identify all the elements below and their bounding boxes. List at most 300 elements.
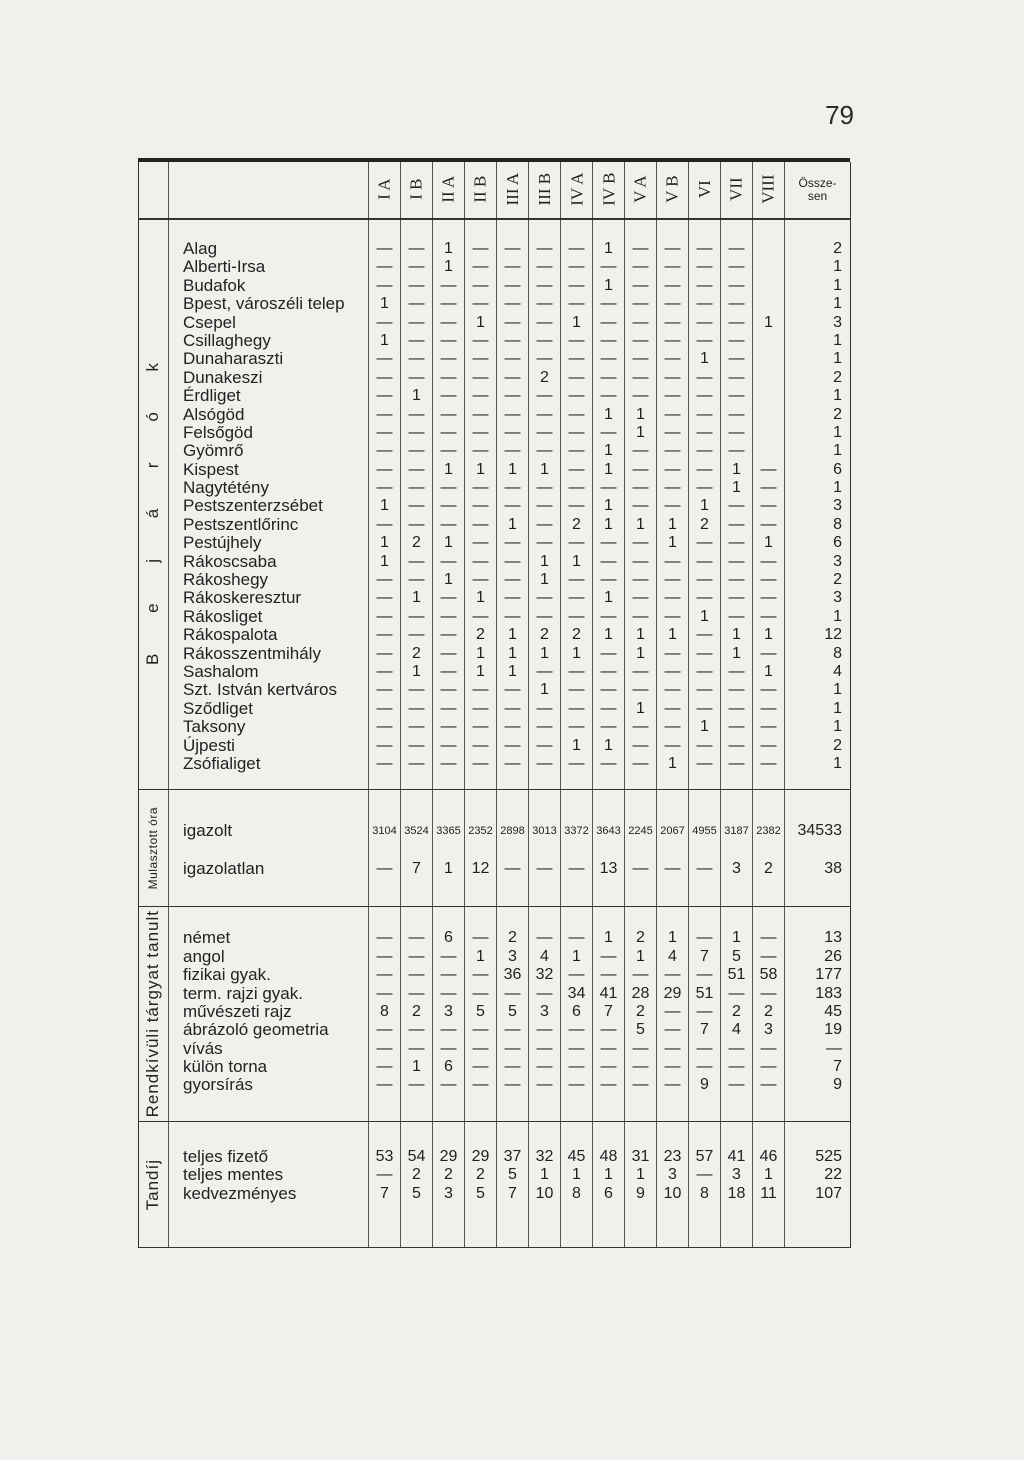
table-cell: — xyxy=(632,1058,649,1076)
column-header xyxy=(721,162,753,219)
table-cell: — xyxy=(696,368,713,386)
table-cell: — xyxy=(440,387,457,405)
column-values xyxy=(465,219,497,790)
table-cell: — xyxy=(440,644,457,662)
table-cell: — xyxy=(440,552,457,570)
table-cell: 58 xyxy=(759,966,778,984)
table-cell: — xyxy=(632,368,649,386)
table-cell: — xyxy=(728,497,745,515)
table-cell: — xyxy=(760,1076,777,1094)
table-cell: — xyxy=(376,460,393,478)
table-cell: 1 xyxy=(444,534,453,552)
column-values xyxy=(433,219,465,790)
table-cell: — xyxy=(632,258,649,276)
table-cell: — xyxy=(440,368,457,386)
table-cell: 1 xyxy=(476,460,485,478)
table-cell: — xyxy=(408,479,425,497)
row-name: művészeti rajz xyxy=(183,1001,292,1021)
row-name: Pestszenterzsébet xyxy=(183,496,323,516)
column-values xyxy=(657,907,689,1122)
table-cell: — xyxy=(664,479,681,497)
table-cell: — xyxy=(696,754,713,772)
table-cell: — xyxy=(632,276,649,294)
table-cell: — xyxy=(440,626,457,644)
table-cell: — xyxy=(632,387,649,405)
table-cell: — xyxy=(760,929,777,947)
table-cell: — xyxy=(728,662,745,680)
table-cell: — xyxy=(408,1021,425,1039)
table-cell: 1 xyxy=(508,515,517,533)
table-cell: — xyxy=(696,276,713,294)
table-cell: 1 xyxy=(764,534,773,552)
row-name: Nagytétény xyxy=(183,478,269,498)
row-total: 8 xyxy=(833,515,842,533)
table-cell xyxy=(753,406,784,424)
table-cell: 1 xyxy=(444,571,453,589)
table-cell: — xyxy=(696,534,713,552)
column-values xyxy=(401,219,433,790)
table-cell: — xyxy=(664,1058,681,1076)
table-cell: — xyxy=(440,350,457,368)
table-cell: — xyxy=(568,860,585,878)
table-cell: — xyxy=(376,681,393,699)
table-cell: — xyxy=(728,552,745,570)
table-cell: 1 xyxy=(700,497,709,515)
column-header xyxy=(433,162,465,219)
table-cell: 1 xyxy=(572,736,581,754)
table-cell: — xyxy=(664,644,681,662)
table-cell: — xyxy=(600,331,617,349)
table-cell: — xyxy=(408,929,425,947)
table-cell: — xyxy=(536,607,553,625)
table-cell: — xyxy=(504,258,521,276)
table-cell: — xyxy=(440,405,457,423)
table-cell: — xyxy=(504,589,521,607)
table-cell: 2898 xyxy=(500,825,525,838)
table-cell: — xyxy=(728,331,745,349)
table-cell: — xyxy=(632,736,649,754)
table-cell: 5 xyxy=(508,1002,517,1020)
table-cell: — xyxy=(696,258,713,276)
section-label: Tandíj xyxy=(143,1158,163,1211)
column-values xyxy=(529,219,561,790)
section-side-label xyxy=(139,907,169,1122)
column-header-label: V A xyxy=(630,175,650,204)
table-cell: — xyxy=(504,984,521,1002)
table-cell: — xyxy=(664,662,681,680)
row-name: Rákospalota xyxy=(183,625,278,645)
table-cell: 4 xyxy=(732,1021,741,1039)
table-cell: 57 xyxy=(695,1147,714,1165)
table-cell: — xyxy=(760,1058,777,1076)
table-cell: 41 xyxy=(727,1147,746,1165)
table-cell: — xyxy=(440,313,457,331)
row-total: 1 xyxy=(833,295,842,313)
row-total: 1 xyxy=(833,681,842,699)
table-cell: — xyxy=(408,258,425,276)
table-cell: — xyxy=(376,699,393,717)
table-cell: 2 xyxy=(412,1002,421,1020)
row-total: 1 xyxy=(833,479,842,497)
table-cell: 5 xyxy=(412,1184,421,1202)
table-cell: — xyxy=(376,644,393,662)
table-cell: 1 xyxy=(732,626,741,644)
row-total: 26 xyxy=(824,947,842,965)
table-cell: — xyxy=(408,626,425,644)
table-cell: — xyxy=(376,1076,393,1094)
table-cell: — xyxy=(408,754,425,772)
table-cell: — xyxy=(568,718,585,736)
table-cell: 29 xyxy=(439,1147,458,1165)
table-cell: 3 xyxy=(508,947,517,965)
table-cell: 3365 xyxy=(436,825,461,838)
table-cell: — xyxy=(504,534,521,552)
row-name: Alberti-Irsa xyxy=(183,257,266,277)
table-cell: — xyxy=(472,1021,489,1039)
table-cell: — xyxy=(664,276,681,294)
table-cell: 8 xyxy=(700,1184,709,1202)
table-cell: 1 xyxy=(604,497,613,515)
column-values xyxy=(497,790,529,907)
table-cell: 48 xyxy=(599,1147,618,1165)
table-cell: — xyxy=(728,1039,745,1057)
column-values xyxy=(657,790,689,907)
table-cell: 1 xyxy=(668,534,677,552)
table-cell: 1 xyxy=(700,718,709,736)
table-cell: 5 xyxy=(476,1002,485,1020)
table-cell: — xyxy=(536,313,553,331)
table-cell: — xyxy=(760,552,777,570)
table-cell: — xyxy=(504,1039,521,1057)
table-cell: — xyxy=(376,442,393,460)
table-cell: — xyxy=(632,350,649,368)
table-cell: — xyxy=(376,387,393,405)
column-values xyxy=(369,790,401,907)
table-cell: — xyxy=(536,1039,553,1057)
table-cell: — xyxy=(760,515,777,533)
table-cell: — xyxy=(440,423,457,441)
table-cell: — xyxy=(696,331,713,349)
table-cell: — xyxy=(696,552,713,570)
column-header-label: II B xyxy=(470,176,490,203)
row-name: Alsógöd xyxy=(183,404,245,424)
table-cell: — xyxy=(536,258,553,276)
column-header xyxy=(657,162,689,219)
column-values xyxy=(369,907,401,1122)
table-cell: 1 xyxy=(636,947,645,965)
row-total: 4 xyxy=(833,662,842,680)
table-cell: 3524 xyxy=(404,825,429,838)
table-cell: — xyxy=(408,240,425,257)
statistics-table xyxy=(138,162,851,1248)
column-values xyxy=(721,907,753,1122)
row-name: külön torna xyxy=(183,1057,268,1077)
table-cell: — xyxy=(760,754,777,772)
table-cell: — xyxy=(696,479,713,497)
table-cell: 3 xyxy=(732,1166,741,1184)
table-cell: — xyxy=(472,331,489,349)
header-row xyxy=(139,162,851,219)
table-cell: — xyxy=(632,479,649,497)
table-cell: — xyxy=(664,331,681,349)
table-cell: — xyxy=(472,1039,489,1057)
column-header-label: I B xyxy=(406,178,426,201)
table-cell: — xyxy=(504,368,521,386)
table-cell: — xyxy=(376,313,393,331)
table-cell: — xyxy=(664,387,681,405)
table-cell: — xyxy=(376,423,393,441)
table-cell: 2 xyxy=(412,534,421,552)
column-header xyxy=(561,162,593,219)
table-cell: — xyxy=(376,607,393,625)
table-cell: — xyxy=(664,442,681,460)
table-cell: 1 xyxy=(732,929,741,947)
table-cell: 13 xyxy=(599,860,618,878)
section-rendkivuli xyxy=(139,907,851,1122)
column-header-label: II A xyxy=(438,176,458,203)
row-total: 7 xyxy=(833,1058,842,1076)
table-cell: 2067 xyxy=(660,825,685,838)
table-cell: — xyxy=(632,681,649,699)
column-values xyxy=(753,907,785,1122)
row-name: Sashalom xyxy=(183,661,259,681)
table-cell: — xyxy=(472,718,489,736)
table-cell: — xyxy=(568,1021,585,1039)
table-cell: — xyxy=(600,534,617,552)
column-values xyxy=(529,1121,561,1247)
table-cell: 1 xyxy=(636,405,645,423)
table-cell: — xyxy=(632,460,649,478)
column-values xyxy=(401,1121,433,1247)
table-cell: 51 xyxy=(695,984,714,1002)
column-values xyxy=(689,790,721,907)
table-cell: — xyxy=(408,699,425,717)
table-cell: — xyxy=(408,313,425,331)
table-cell: — xyxy=(664,718,681,736)
table-cell: — xyxy=(568,405,585,423)
table-cell: — xyxy=(504,350,521,368)
table-cell: — xyxy=(504,295,521,313)
table-cell xyxy=(753,424,784,442)
table-cell: 1 xyxy=(764,626,773,644)
table-cell: — xyxy=(440,589,457,607)
table-cell: 1 xyxy=(572,313,581,331)
table-cell: 1 xyxy=(636,626,645,644)
table-cell: — xyxy=(600,1058,617,1076)
row-total: 1 xyxy=(833,699,842,717)
table-cell: — xyxy=(728,1058,745,1076)
table-cell: — xyxy=(568,479,585,497)
table-cell: — xyxy=(600,681,617,699)
row-name: Alag xyxy=(183,239,218,258)
table-cell: — xyxy=(760,571,777,589)
table-cell: — xyxy=(504,1058,521,1076)
table-cell: — xyxy=(600,607,617,625)
row-totals xyxy=(785,1121,851,1247)
row-name: igazolt xyxy=(183,821,233,841)
table-cell: — xyxy=(408,497,425,515)
table-cell: — xyxy=(504,405,521,423)
table-cell: 1 xyxy=(380,497,389,515)
section-tandij xyxy=(139,1121,851,1247)
column-values xyxy=(497,219,529,790)
table-cell: — xyxy=(504,387,521,405)
table-cell: — xyxy=(568,258,585,276)
column-header xyxy=(753,162,785,219)
table-cell: — xyxy=(696,699,713,717)
row-name: Taksony xyxy=(183,717,246,737)
table-cell: 1 xyxy=(476,313,485,331)
table-cell: 1 xyxy=(764,1166,773,1184)
table-cell: 5 xyxy=(732,947,741,965)
table-cell: — xyxy=(664,295,681,313)
table-cell: 1 xyxy=(604,442,613,460)
table-cell: — xyxy=(504,552,521,570)
table-cell: 1 xyxy=(636,644,645,662)
table-cell: 1 xyxy=(572,644,581,662)
table-cell xyxy=(753,295,784,313)
table-cell: — xyxy=(568,662,585,680)
table-cell: — xyxy=(600,699,617,717)
table-cell: 3372 xyxy=(564,825,589,838)
table-cell: — xyxy=(504,571,521,589)
column-header-label: IV A xyxy=(567,172,587,207)
table-cell: 5 xyxy=(476,1184,485,1202)
row-total: 1 xyxy=(833,718,842,736)
table-cell: — xyxy=(408,515,425,533)
table-cell: 2382 xyxy=(756,825,781,838)
row-total: 1 xyxy=(833,387,842,405)
table-cell: 2 xyxy=(572,515,581,533)
table-cell: — xyxy=(728,534,745,552)
table-cell: — xyxy=(760,607,777,625)
table-cell: 6 xyxy=(444,1058,453,1076)
table-cell: — xyxy=(664,589,681,607)
table-cell: 1 xyxy=(604,589,613,607)
row-name: Rákoskeresztur xyxy=(183,588,302,608)
table-cell: — xyxy=(600,754,617,772)
section-side-label xyxy=(139,1121,169,1247)
column-header xyxy=(593,162,625,219)
column-values xyxy=(657,1121,689,1247)
column-values xyxy=(369,219,401,790)
table-cell: — xyxy=(376,479,393,497)
table-cell: — xyxy=(664,258,681,276)
row-name: Rákosliget xyxy=(183,606,263,626)
table-cell: — xyxy=(440,276,457,294)
table-cell: — xyxy=(440,947,457,965)
table-cell: — xyxy=(440,331,457,349)
table-cell: — xyxy=(376,589,393,607)
table-cell: — xyxy=(536,442,553,460)
column-values xyxy=(753,1121,785,1247)
table-cell: — xyxy=(408,295,425,313)
column-values xyxy=(689,907,721,1122)
table-cell: — xyxy=(440,718,457,736)
table-cell: 2 xyxy=(476,626,485,644)
table-cell: — xyxy=(408,984,425,1002)
table-cell: — xyxy=(440,736,457,754)
table-cell: — xyxy=(536,984,553,1002)
table-cell: — xyxy=(408,552,425,570)
table-cell: — xyxy=(408,947,425,965)
table-cell: — xyxy=(504,240,521,257)
table-cell: 1 xyxy=(732,479,741,497)
table-cell: 3013 xyxy=(532,825,557,838)
row-totals xyxy=(785,219,851,790)
table-cell: — xyxy=(376,1021,393,1039)
table-cell: — xyxy=(472,552,489,570)
column-header xyxy=(369,162,401,219)
table-cell: — xyxy=(504,754,521,772)
table-cell: — xyxy=(760,497,777,515)
table-cell: — xyxy=(664,966,681,984)
table-cell: — xyxy=(632,295,649,313)
row-total: 38 xyxy=(824,860,842,878)
table-cell: — xyxy=(536,331,553,349)
table-cell: — xyxy=(632,313,649,331)
table-cell: 1 xyxy=(540,460,549,478)
column-values xyxy=(561,1121,593,1247)
column-values xyxy=(657,219,689,790)
table-cell: 2 xyxy=(412,1166,421,1184)
table-cell: — xyxy=(440,681,457,699)
table-cell: 1 xyxy=(476,644,485,662)
table-cell: — xyxy=(696,460,713,478)
table-cell: — xyxy=(696,387,713,405)
table-cell: — xyxy=(664,571,681,589)
table-cell: — xyxy=(376,1039,393,1057)
column-header xyxy=(497,162,529,219)
row-names xyxy=(169,790,369,907)
table-cell: — xyxy=(696,442,713,460)
row-total: 1 xyxy=(833,754,842,772)
table-cell: 1 xyxy=(412,387,421,405)
table-cell: — xyxy=(696,295,713,313)
table-cell: — xyxy=(760,644,777,662)
row-name: Rákoshegy xyxy=(183,570,269,590)
table-cell: 5 xyxy=(508,1166,517,1184)
table-cell: — xyxy=(600,387,617,405)
table-cell: — xyxy=(504,860,521,878)
table-cell: 29 xyxy=(471,1147,490,1165)
table-cell: — xyxy=(632,331,649,349)
table-cell: — xyxy=(568,423,585,441)
table-cell: — xyxy=(472,571,489,589)
table-cell: 31 xyxy=(631,1147,650,1165)
row-names xyxy=(169,219,369,790)
table-cell: — xyxy=(568,350,585,368)
table-cell: — xyxy=(664,552,681,570)
table-cell: 1 xyxy=(636,699,645,717)
table-cell: — xyxy=(664,1002,681,1020)
row-total: 2 xyxy=(833,571,842,589)
table-cell: — xyxy=(376,350,393,368)
row-name: Pestújhely xyxy=(183,533,262,553)
column-header-label: IV B xyxy=(599,172,619,207)
table-cell: — xyxy=(568,240,585,257)
table-cell: — xyxy=(600,423,617,441)
column-header xyxy=(625,162,657,219)
table-cell: — xyxy=(632,662,649,680)
header-corner-side xyxy=(139,162,169,219)
table-cell: 1 xyxy=(732,460,741,478)
table-cell: 2 xyxy=(412,644,421,662)
table-cell: 7 xyxy=(700,947,709,965)
column-header xyxy=(529,162,561,219)
table-cell: — xyxy=(632,607,649,625)
table-cell: — xyxy=(760,736,777,754)
